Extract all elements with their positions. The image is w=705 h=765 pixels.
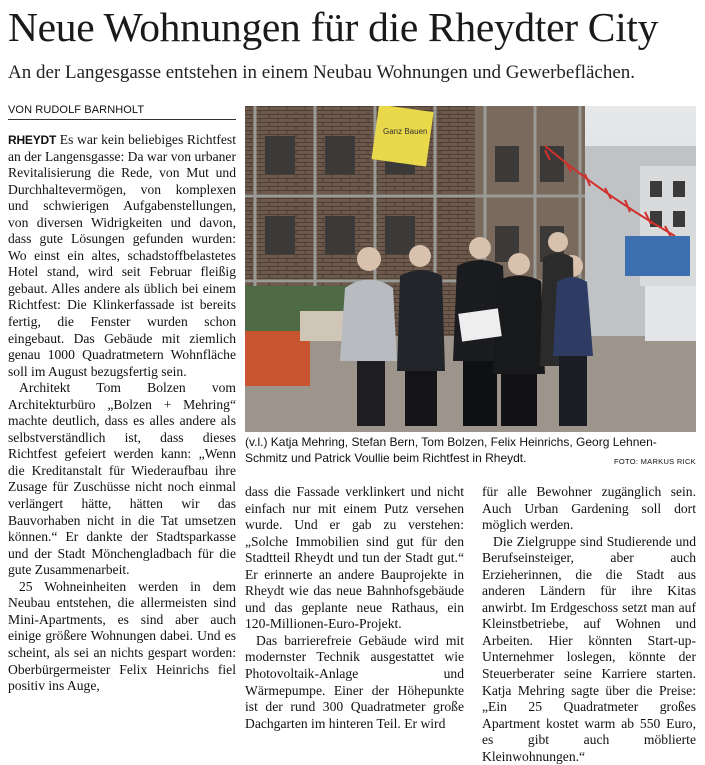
photo-credit: FOTO: MARKUS RICK [613, 457, 696, 466]
paragraph: Das barrierefreie Gebäude wird mit modernster Technik ausgestattet wie Photovoltaik-Anlage und Wärmepumpe. Einer der Höhepunkte ist der rund 300 Quadratmeter große Dachgarten im hinteren Teil. Er wird [245, 632, 464, 731]
paragraph: für alle Bewohner zugänglich sein. Auch Urban Gardening soll dort möglich werden. [482, 484, 696, 533]
photo-caption [245, 434, 696, 470]
subheadline: An der Langesgasse entstehen in einem Neubau Wohnungen und Gewerbeflächen. [8, 62, 636, 83]
article-photo [245, 106, 696, 432]
paragraph-text: Es war kein beliebiges Richtfest an der Langensgasse: Da war von urbaner Revitalisierung die Rede, von Mut und Durchhaltevermögen, von komplexen und schwierigen Aufgabenstellungen, von diversen Widrigkeiten und davon, dass gute Lösungen gefunden wurden: Wo einst ein altes, schadstoffbelastetes Hotel stand, wird seit Februar fleißig gebaut. Alles andere als üblich bei einem Richtfest: Die Klinkerfassade ist bereits fertig, die Fenster wurden schon eingebaut. Das Gebäude mit ziemlich genau 1000 Quadratmetern Wohnfläche soll im August bezugsfertig sein. [8, 132, 236, 379]
paragraph: Die Zielgruppe sind Studierende und Berufseinsteiger, aber auch Erzieherinnen, die die Stadt aus anderen Ländern für ihre Kitas anwirbt. Im Erdgeschoss setzt man auf Kleinstbetriebe, auf Wohnen und Arbeiten. Hier könnten Start-up-Unternehmer loslegen, könnte der Steuerberater seine Karriere starten. Katja Mehring sagte über die Preise: „Ein 25 Quadratmeter großes Apartment kostet warm ab 550 Euro, es gibt auch möblierte Kleinwohnungen.“ [482, 533, 696, 764]
construction-site-image [245, 106, 696, 432]
article-column-2 [245, 484, 464, 732]
paragraph: 25 Wohneinheiten werden in dem Neubau entstehen, die allermeisten sind Mini-Apartments, es sind aber auch einige größere Wohnungen dabei. Und es scheint, als sei an nichts gespart worden: Oberbürgermeister Felix Heinrichs fiel positiv ins Auge, [8, 578, 236, 694]
banner-text: Ganz Bauen [383, 127, 428, 136]
byline: VON RUDOLF BARNHOLT [8, 103, 236, 120]
paragraph: dass die Fassade verklinkert und nicht einfach nur mit einem Putz versehen wurde. Und er gab zu verstehen: „Solche Immobilien sind gut für den Stadtteil Rheydt und tun der Stadt gut.“ Er erinnerte an andere Bauprojekte in Rheydt wie das neue Bahnhofsgebäude und das geplante neue Rathaus, ein 120-Millionen-Euro-Projekt. [245, 484, 464, 632]
dateline: RHEYDT [8, 133, 57, 147]
caption-text: (v.l.) Katja Mehring, Stefan Bern, Tom Bolzen, Felix Heinrichs, Georg Lehnen-Schmitz und Patrick Voullie beim Richtfest in Rheydt. [245, 435, 657, 465]
paragraph: Architekt Tom Bolzen vom Architekturbüro „Bolzen + Mehring“ machte deutlich, dass es alles andere als selbstverständlich ist, dass dieses Richtfest gefeiert werden kann: „Wenn die Kreditanstalt für Wiederaufbau ihre Zusage für Zuschüsse nicht noch einmal verlängert hätte, hätten wir das Bauvorhaben nicht in die Tat umsetzen können.“ Er dankte der Stadtsparkasse und der Stadt Mönchengladbach für die gute Zusammenarbeit. [8, 380, 236, 578]
headline: Neue Wohnungen für die Rheydter City [8, 4, 659, 50]
article-column-1 [8, 132, 236, 695]
paragraph [8, 132, 236, 380]
article-column-3 [482, 484, 696, 765]
